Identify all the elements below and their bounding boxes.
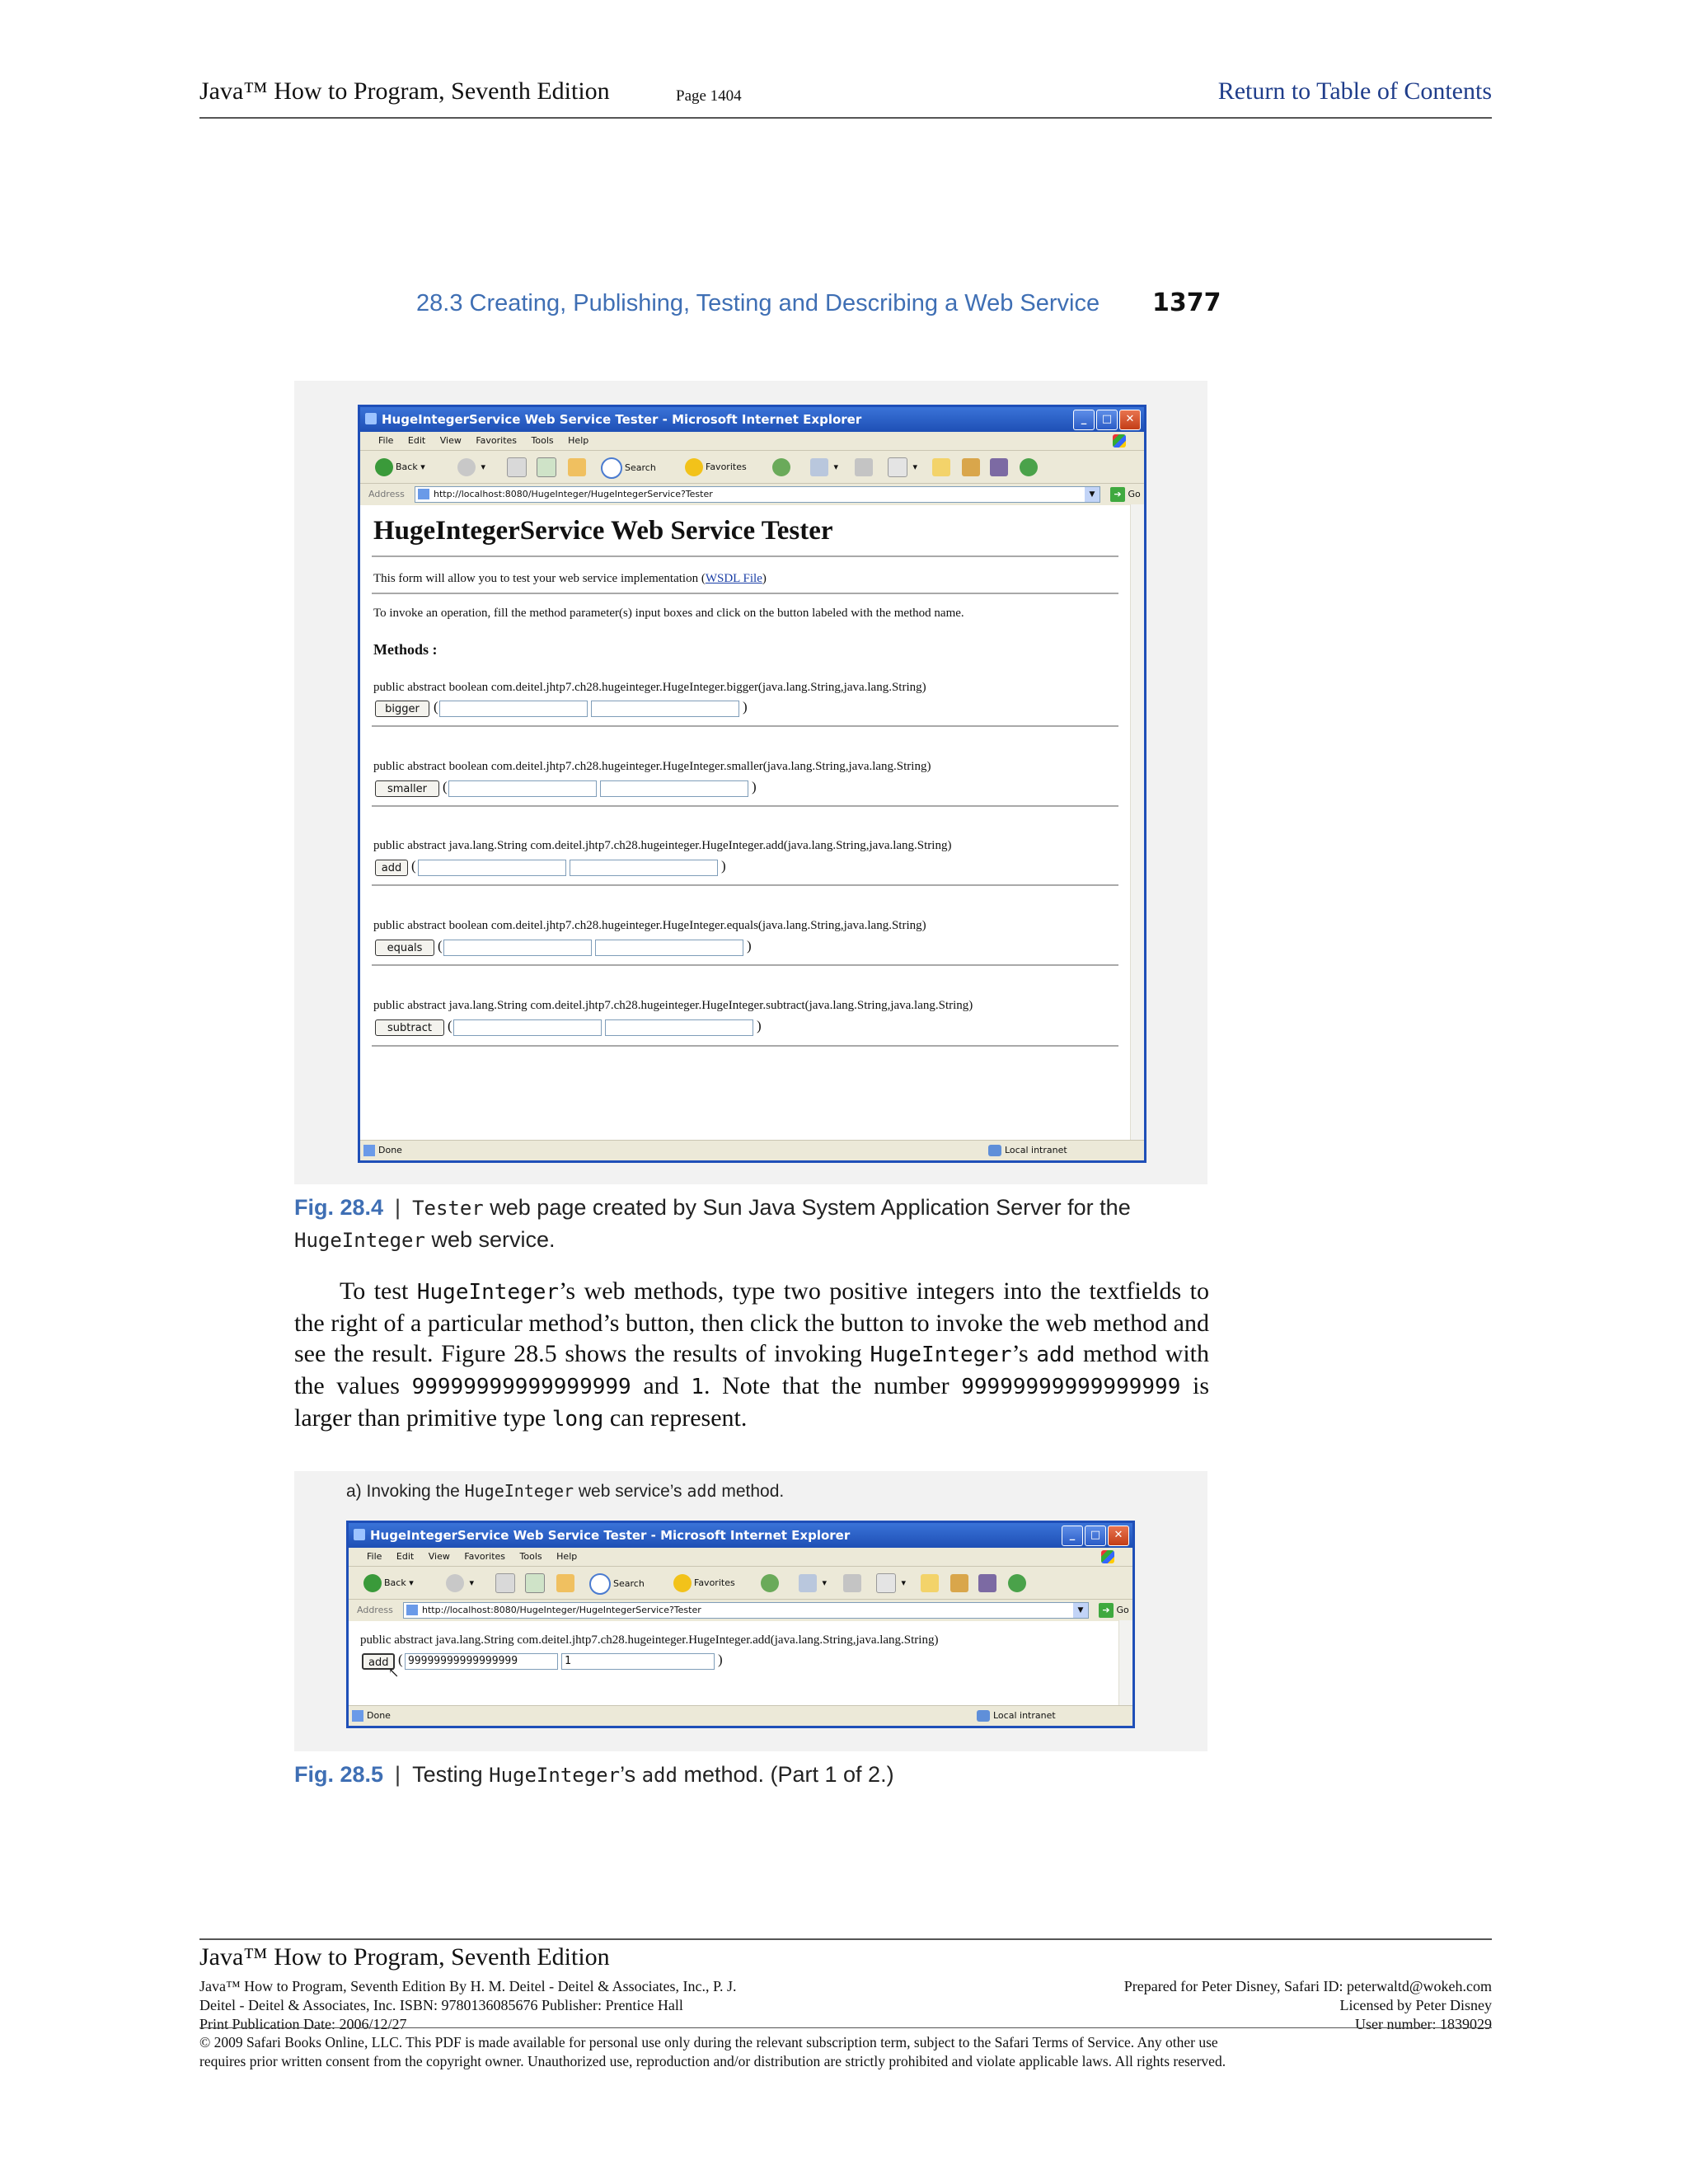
- divider: [372, 593, 1118, 594]
- menu-bar: [360, 432, 1144, 450]
- running-head: 28.3 Creating, Publishing, Testing and Describing a Web Service: [416, 290, 1100, 316]
- copyright-line2: requires prior written consent from the copyright owner. Unauthorized use, reproduction and/or distribution are strictly prohibited and violate applicable laws. All rights reserved.: [199, 2053, 1226, 2069]
- messenger-icon: [990, 458, 1008, 476]
- figure-28-4-caption: Fig. 28.4 | Tester web page created by Sun Java System Application Server for the HugeInteger web service.: [294, 1192, 1209, 1256]
- footer-line3-right: User number: 1839029: [1355, 2016, 1492, 2032]
- status-bar: [349, 1705, 1132, 1726]
- footer-line3-left: Print Publication Date: 2006/12/27: [199, 2016, 407, 2032]
- body-paragraph: To test HugeInteger’s web methods, type two positive integers into the textfields to the right of a particular method’s button, then click the button to invoke the web method and see the result. Figure 28.5 shows the results of invoking HugeInteger’s add method with the values 99999999999999999 and 1. Note that the number 99999999999999999 is larger than primitive type long can represent.: [294, 1277, 1209, 1432]
- ie-window: [346, 1521, 1135, 1728]
- refresh-icon: [537, 457, 556, 477]
- divider: [372, 1045, 1118, 1047]
- messenger-button[interactable]: [990, 457, 1010, 477]
- print-icon: [843, 1574, 861, 1592]
- go-button[interactable]: ➔ Go: [1099, 1600, 1129, 1621]
- forward-button[interactable]: ▾: [457, 457, 485, 477]
- print-button[interactable]: [855, 457, 875, 477]
- divider: [372, 805, 1118, 807]
- refresh-icon: [525, 1573, 545, 1593]
- open-paren: (: [411, 858, 416, 874]
- research-icon: [962, 458, 980, 476]
- menu-help[interactable]: Help: [556, 1551, 578, 1562]
- add-arg1-input[interactable]: [418, 860, 566, 876]
- toolbar: [360, 450, 1144, 484]
- history-button[interactable]: [761, 1573, 781, 1593]
- messenger-button[interactable]: [978, 1573, 999, 1593]
- status-zone: Local intranet: [977, 1706, 1056, 1726]
- research-button[interactable]: [962, 457, 982, 477]
- edit-icon: [876, 1573, 896, 1593]
- subtract-arg2-input[interactable]: [605, 1019, 753, 1036]
- open-paren: (: [398, 1652, 403, 1667]
- edit-icon: [888, 457, 907, 477]
- favorites-star-icon: [685, 458, 703, 476]
- divider: [372, 884, 1118, 886]
- back-arrow-icon: [363, 1574, 382, 1592]
- stop-icon: [507, 457, 527, 477]
- status-done: Done: [352, 1706, 391, 1726]
- refresh-button[interactable]: [525, 1573, 547, 1593]
- search-icon: [601, 457, 622, 479]
- stop-button[interactable]: [495, 1573, 518, 1593]
- method-signature-add: public abstract java.lang.String com.deitel.jhtp7.ch28.hugeinteger.HugeInteger.add(java.lang.String,java.lang.String): [373, 839, 952, 852]
- divider: [372, 555, 1118, 557]
- people-icon: [1008, 1574, 1026, 1592]
- book-title: Java™ How to Program, Seventh Edition: [199, 77, 610, 105]
- windows-logo-icon: [1101, 1550, 1114, 1563]
- figure-label: Fig. 28.5: [294, 1762, 384, 1787]
- tester-page: [360, 504, 1132, 1126]
- history-icon: [761, 1574, 779, 1592]
- search-button[interactable]: Search: [601, 457, 656, 477]
- mail-icon: [799, 1574, 817, 1592]
- address-bar: [349, 1599, 1132, 1621]
- print-icon: [855, 458, 873, 476]
- research-button[interactable]: [950, 1573, 971, 1593]
- open-paren: (: [438, 938, 443, 954]
- footer-line2-right: Licensed by Peter Disney: [1339, 1997, 1492, 2013]
- caption-separator: |: [395, 1762, 401, 1787]
- research-icon: [950, 1574, 968, 1592]
- methods-heading: Methods :: [373, 641, 438, 658]
- address-bar: [360, 483, 1144, 505]
- tester-page: [349, 1620, 1120, 1691]
- folder-icon: [921, 1574, 939, 1592]
- edit-button[interactable]: ▾: [888, 457, 917, 477]
- menu-favorites[interactable]: Favorites: [476, 435, 518, 446]
- equals-arg1-input[interactable]: [443, 940, 592, 956]
- page-heading: HugeIntegerService Web Service Tester: [373, 516, 833, 546]
- bigger-button[interactable]: bigger: [375, 701, 429, 717]
- folder-icon: [932, 458, 950, 476]
- maximize-button[interactable]: □: [1096, 410, 1118, 430]
- figure-28-4-panel: [294, 381, 1207, 1184]
- subtract-arg1-input[interactable]: [453, 1019, 602, 1036]
- go-arrow-icon: ➔: [1099, 1603, 1114, 1618]
- method-signature-add: public abstract java.lang.String com.deitel.jhtp7.ch28.hugeinteger.HugeInteger.add(java.lang.String,java.lang.String): [360, 1633, 939, 1647]
- add-arg2-input[interactable]: 1: [561, 1653, 715, 1670]
- window-title: HugeIntegerService Web Service Tester - Microsoft Internet Explorer: [382, 412, 862, 427]
- ie-logo-icon: [365, 413, 377, 424]
- page-header: [199, 74, 1492, 119]
- intranet-icon: [977, 1710, 990, 1722]
- status-done: Done: [363, 1141, 402, 1160]
- footer-title: Java™ How to Program, Seventh Edition: [199, 1943, 610, 1971]
- smaller-button[interactable]: smaller: [375, 780, 439, 797]
- refresh-button[interactable]: [537, 457, 559, 477]
- history-icon: [772, 458, 790, 476]
- caption-separator: |: [395, 1195, 401, 1220]
- favorites-star-icon: [673, 1574, 692, 1592]
- window-titlebar: [349, 1523, 1132, 1548]
- search-icon: [589, 1573, 611, 1595]
- menu-edit[interactable]: Edit: [407, 435, 426, 446]
- open-paren: (: [434, 699, 438, 715]
- menu-file[interactable]: File: [378, 435, 394, 446]
- open-paren: (: [448, 1018, 452, 1033]
- close-paren: ): [747, 938, 752, 954]
- window-titlebar: [360, 407, 1144, 432]
- forward-button[interactable]: ▾: [446, 1573, 474, 1593]
- home-button[interactable]: [556, 1573, 577, 1593]
- forward-arrow-icon: [457, 458, 476, 476]
- address-input[interactable]: http://localhost:8080/HugeInteger/HugeIntegerService?Tester ▼: [403, 1602, 1089, 1619]
- add-button[interactable]: add: [375, 860, 408, 876]
- history-button[interactable]: [772, 457, 793, 477]
- home-button[interactable]: [568, 457, 588, 477]
- mail-button[interactable]: ▾: [810, 457, 838, 477]
- method-signature-equals: public abstract boolean com.deitel.jhtp7.ch28.hugeinteger.HugeInteger.equals(java.lang.String,java.lang.String): [373, 919, 926, 932]
- address-input[interactable]: http://localhost:8080/HugeInteger/HugeIntegerService?Tester ▼: [415, 486, 1100, 503]
- folder-button[interactable]: [921, 1573, 941, 1593]
- close-paren: ): [743, 699, 748, 715]
- figure-28-5-subcaption: a) Invoking the HugeInteger web service’s add method.: [346, 1481, 785, 1501]
- home-icon: [568, 458, 586, 476]
- stop-icon: [495, 1573, 515, 1593]
- minimize-button[interactable]: _: [1062, 1526, 1083, 1546]
- close-button[interactable]: ✕: [1108, 1526, 1129, 1546]
- address-label: Address: [357, 1605, 393, 1615]
- edit-button[interactable]: ▾: [876, 1573, 906, 1593]
- bigger-arg1-input[interactable]: [439, 701, 588, 717]
- window-title: HugeIntegerService Web Service Tester - Microsoft Internet Explorer: [370, 1528, 851, 1543]
- method-signature-bigger: public abstract boolean com.deitel.jhtp7.ch28.hugeinteger.HugeInteger.bigger(java.lang.String,java.lang.String): [373, 681, 926, 694]
- menu-bar: [349, 1548, 1132, 1566]
- people-button[interactable]: [1020, 457, 1040, 477]
- page-label: Page 1404: [676, 87, 742, 105]
- forward-arrow-icon: [446, 1574, 464, 1592]
- method-signature-subtract: public abstract java.lang.String com.deitel.jhtp7.ch28.hugeinteger.HugeInteger.subtract(java.lang.String,java.lang.String): [373, 999, 973, 1012]
- page-done-icon: [352, 1710, 363, 1722]
- menu-view[interactable]: View: [439, 435, 462, 446]
- subtract-button[interactable]: subtract: [375, 1019, 444, 1036]
- status-bar: [360, 1140, 1144, 1160]
- favorites-button[interactable]: Favorites: [685, 457, 747, 477]
- stop-button[interactable]: [507, 457, 529, 477]
- toolbar: [349, 1566, 1132, 1600]
- equals-arg2-input[interactable]: [595, 940, 743, 956]
- smaller-arg1-input[interactable]: [448, 780, 597, 797]
- status-zone: Local intranet: [988, 1141, 1067, 1160]
- address-dropdown-icon[interactable]: ▼: [1073, 1603, 1088, 1618]
- close-paren: ): [752, 779, 757, 794]
- close-paren: ): [721, 858, 726, 874]
- go-arrow-icon: ➔: [1110, 487, 1125, 502]
- add-button[interactable]: add: [362, 1653, 395, 1670]
- back-button[interactable]: Back ▾: [375, 457, 425, 477]
- address-dropdown-icon[interactable]: ▼: [1085, 487, 1100, 502]
- close-button[interactable]: ✕: [1119, 410, 1141, 430]
- smaller-arg2-input[interactable]: [600, 780, 748, 797]
- ie-window: [358, 405, 1146, 1163]
- menu-file[interactable]: File: [367, 1551, 382, 1562]
- add-arg1-input[interactable]: 99999999999999999: [405, 1653, 558, 1670]
- page-number: 1377: [1152, 288, 1221, 317]
- menu-help[interactable]: Help: [568, 435, 589, 446]
- maximize-button[interactable]: □: [1085, 1526, 1106, 1546]
- back-arrow-icon: [375, 458, 393, 476]
- favorites-button[interactable]: Favorites: [673, 1573, 735, 1593]
- invoke-instructions: To invoke an operation, fill the method parameter(s) input boxes and click on the button labeled with the method name.: [373, 607, 964, 620]
- page-icon: [406, 1605, 418, 1615]
- figure-label: Fig. 28.4: [294, 1195, 384, 1220]
- menu-tools[interactable]: Tools: [519, 1551, 542, 1562]
- wsdl-file-link[interactable]: WSDL File: [705, 572, 762, 585]
- method-signature-smaller: public abstract boolean com.deitel.jhtp7.ch28.hugeinteger.HugeInteger.smaller(java.lang.String,java.lang.String): [373, 760, 931, 773]
- figure-28-5-caption: Fig. 28.5 | Testing HugeInteger’s add method. (Part 1 of 2.): [294, 1759, 1209, 1791]
- go-button[interactable]: ➔ Go: [1110, 484, 1141, 505]
- footer-line1-left: Java™ How to Program, Seventh Edition By H. M. Deitel - Deitel & Associates, Inc., P. J.: [199, 1978, 737, 1994]
- home-icon: [556, 1574, 574, 1592]
- bigger-arg2-input[interactable]: [591, 701, 739, 717]
- search-button[interactable]: Search: [589, 1573, 645, 1593]
- footer-divider: [199, 2027, 1492, 2028]
- messenger-icon: [978, 1574, 996, 1592]
- page-icon: [418, 489, 429, 499]
- minimize-button[interactable]: _: [1073, 410, 1095, 430]
- menu-tools[interactable]: Tools: [531, 435, 554, 446]
- folder-button[interactable]: [932, 457, 953, 477]
- intro-text: This form will allow you to test your web service implementation (WSDL File): [373, 572, 767, 585]
- mouse-cursor-icon: ↖: [388, 1665, 400, 1680]
- add-arg2-input[interactable]: [570, 860, 718, 876]
- page-footer: [199, 1938, 1492, 2069]
- toc-link[interactable]: Return to Table of Contents: [1217, 77, 1492, 105]
- windows-logo-icon: [1113, 434, 1126, 448]
- mail-button[interactable]: ▾: [799, 1573, 827, 1593]
- page-done-icon: [363, 1145, 375, 1156]
- vertical-scrollbar[interactable]: [1130, 504, 1144, 1141]
- people-button[interactable]: [1008, 1573, 1029, 1593]
- equals-button[interactable]: equals: [375, 940, 434, 956]
- vertical-scrollbar[interactable]: [1118, 1620, 1132, 1706]
- close-paren: ): [757, 1018, 762, 1033]
- back-button[interactable]: Back ▾: [363, 1573, 414, 1593]
- copyright-line1: © 2009 Safari Books Online, LLC. This PDF is made available for personal use only during the relevant subscription term, subject to the Safari Terms of Service. Any other use: [199, 2034, 1218, 2050]
- address-label: Address: [368, 489, 405, 499]
- people-icon: [1020, 458, 1038, 476]
- open-paren: (: [443, 779, 448, 794]
- footer-line1-right: Prepared for Peter Disney, Safari ID: peterwaltd@wokeh.com: [1123, 1978, 1492, 1994]
- divider: [372, 964, 1118, 966]
- divider: [372, 725, 1118, 727]
- close-paren: ): [718, 1652, 723, 1667]
- footer-line2-left: Deitel - Deitel & Associates, Inc. ISBN: 9780136085676 Publisher: Prentice Hall: [199, 1997, 683, 2013]
- intranet-icon: [988, 1145, 1001, 1156]
- ie-logo-icon: [354, 1529, 365, 1540]
- menu-favorites[interactable]: Favorites: [464, 1551, 506, 1562]
- mail-icon: [810, 458, 828, 476]
- menu-edit[interactable]: Edit: [396, 1551, 415, 1562]
- menu-view[interactable]: View: [428, 1551, 450, 1562]
- print-button[interactable]: [843, 1573, 864, 1593]
